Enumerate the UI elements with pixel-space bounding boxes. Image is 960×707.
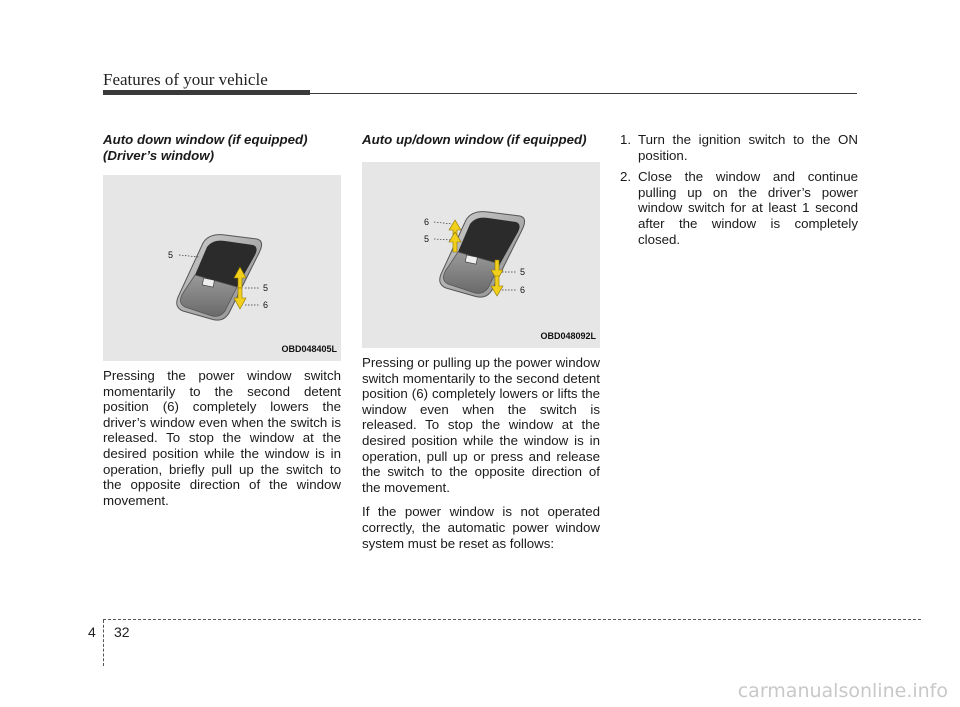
figure-code: OBD048405L xyxy=(281,344,337,355)
column-auto-up-down xyxy=(362,132,600,560)
figure-label-6-top: 6 xyxy=(424,217,430,227)
reset-steps-list xyxy=(620,132,858,247)
column-auto-down xyxy=(103,132,341,517)
figure-label-5-top: 5 xyxy=(424,234,430,244)
figure-label-6: 6 xyxy=(263,300,269,310)
step-number: 2. xyxy=(620,169,632,185)
paragraph-auto-up-down: Pressing or pulling up the power window switch momentarily to the second detent position (6) completely lowers or lifts the window even when the switch is released. To stop the window at the desired position while the window is in operation, pull up or press and release the switch to the opposite direction of the movement. xyxy=(362,355,601,495)
section-title-auto-down xyxy=(103,132,341,164)
section-title-line: Auto up/down window (if equipped) xyxy=(362,132,587,147)
page-number: 32 xyxy=(114,624,130,640)
chapter-number: 4 xyxy=(88,624,96,640)
header-rule-thick xyxy=(103,90,310,95)
page-header-title: Features of your vehicle xyxy=(103,70,268,89)
footer-vertical-rule xyxy=(103,620,104,666)
figure-driver-switch xyxy=(103,175,341,361)
step-text: Close the window and continue pulling up on the driver’s power window switch for at least 1 second after the window is completely closed. xyxy=(638,169,858,247)
figure-code: OBD048092L xyxy=(540,331,596,342)
section-title-auto-up-down xyxy=(362,132,600,148)
paragraph-auto-down: Pressing the power window switch momentarily to the second detent position (6) completely lowers the driver’s window even when the switch is released. To stop the window at the desired position while the window is in operation, briefly pull up the switch to the opposite direction of the window movement. xyxy=(103,368,341,508)
figure-label-6: 6 xyxy=(520,285,526,295)
list-item xyxy=(620,169,858,247)
list-item xyxy=(620,132,858,163)
section-title-line1: Auto down window (if equipped) xyxy=(103,132,308,147)
figure-up-down-switch xyxy=(362,162,600,348)
footer-rule xyxy=(103,619,921,620)
paragraph-reset-intro: If the power window is not operated correctly, the automatic power window system must be reset as follows: xyxy=(362,504,600,551)
figure-label-5-top: 5 xyxy=(168,250,174,260)
step-number: 1. xyxy=(620,132,632,147)
section-title-line2: (Driver’s window) xyxy=(103,148,215,163)
column-reset-steps xyxy=(620,132,858,253)
step-text: Turn the ignition switch to the ON position. xyxy=(638,132,858,163)
figure-label-5: 5 xyxy=(520,267,526,277)
window-switch-illustration xyxy=(103,175,341,361)
window-switch-illustration xyxy=(362,162,600,348)
figure-label-5: 5 xyxy=(263,283,269,293)
header-rule-thin xyxy=(310,93,857,95)
watermark: carmanualsonline.info xyxy=(737,680,948,702)
